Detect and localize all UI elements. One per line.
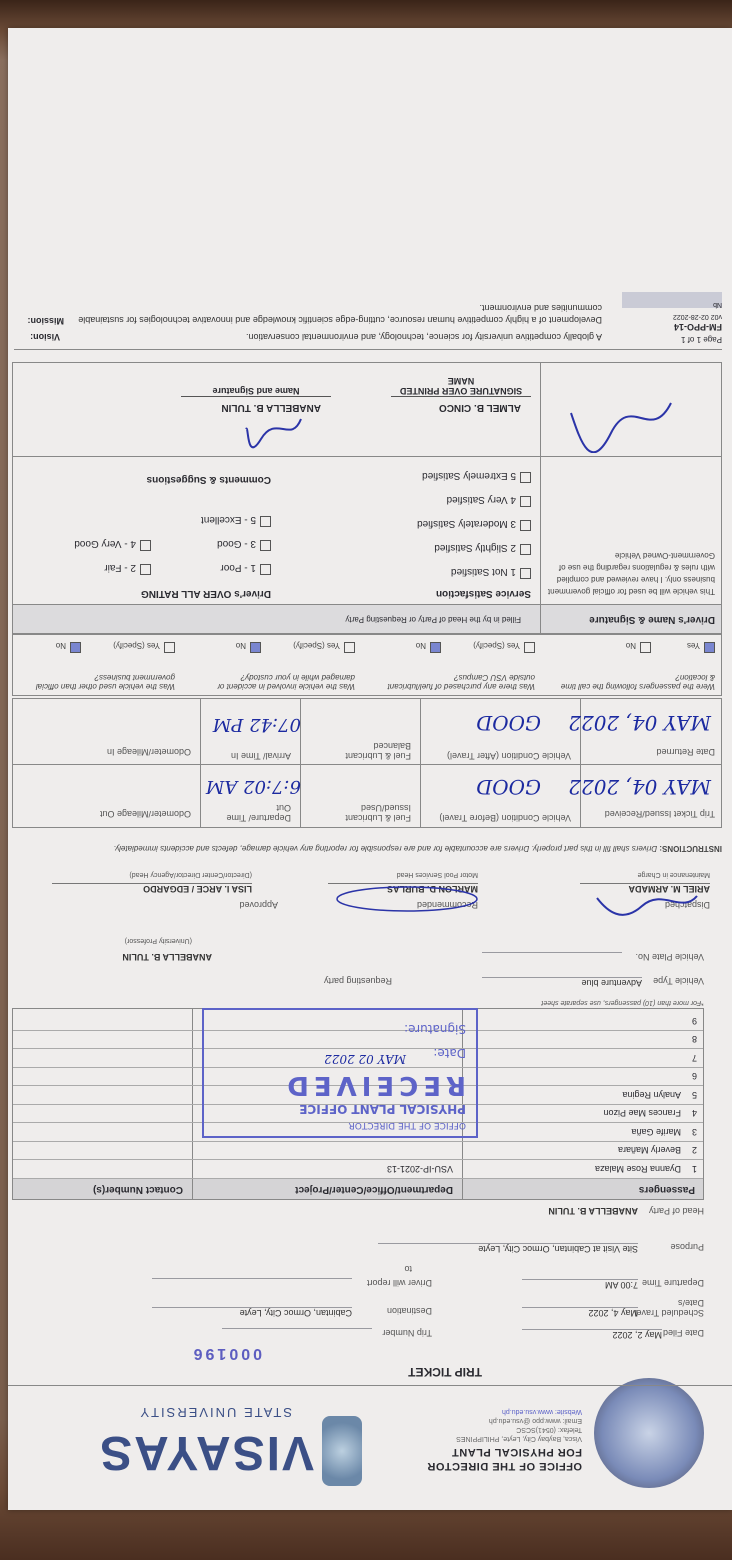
vsu-seal-logo [594,1378,704,1488]
log-row-divider [13,764,721,765]
passenger-no: 3 [691,1127,697,1137]
vehicle-plate-field [482,952,622,954]
destination-label: Destination [386,1306,432,1316]
rating-option-checkbox[interactable] [140,564,151,575]
rating-option-label: 4 - Very Good [74,538,136,549]
q3-no[interactable] [236,641,261,653]
q4-yes-checkbox[interactable] [164,642,175,653]
head-of-party-label: Head of Party [648,1206,704,1216]
certification-text: This vehicle will be used for official government business only. I have reviewed and complied with rules & regulations regarding the use of Government-Owned Vehicle [547,551,715,596]
office-line2: FOR PHYSICAL PLANT [451,1446,582,1458]
overall-rating-label: Driver's OVER ALL RATING [141,588,271,599]
rating-option-label: 3 - Good [217,538,256,549]
mission-label: Mission: [27,316,64,326]
purpose-label: Purpose [670,1242,704,1252]
service-option-checkbox[interactable] [520,472,531,483]
form-version: v02 02-28-2022 [672,313,722,320]
q1-yes-checkbox[interactable] [704,642,715,653]
office-website: Website: www.vsu.edu.ph [501,1408,582,1415]
driver-col-divider [540,363,541,633]
university-wordmark: VISAYAS [98,1426,314,1479]
q4-yes[interactable] [113,641,175,653]
q3-no-checkbox[interactable] [250,642,261,653]
service-option[interactable] [417,518,531,531]
service-option-label: 4 Very Satisfied [446,494,516,505]
question-4: Was the vehicle used other than official government business? [35,673,175,691]
destination-value: Cabintan, Ormoc City, Leyte [152,1307,352,1318]
passenger-name: Dyanna Rose Malaza [594,1164,681,1174]
rating-option[interactable] [74,538,151,551]
vehicle-type-value: Adventure blue [482,977,642,988]
instructions-text: Drivers shall fill in this part properly. Drivers are accountable for and are responsible for reporting any vehicle damage, defects and accidents immediately. [113,844,658,853]
serial-number: 000196 [190,1345,262,1362]
dispatcher-signature [592,886,702,916]
service-option[interactable] [422,470,531,483]
scheduled-travel-label: Scheduled Travel [634,1308,704,1318]
q2-no[interactable] [416,641,441,653]
service-option[interactable] [434,542,531,555]
office-line1: OFFICE OF THE DIRECTOR [426,1460,582,1472]
departure-time-label: Departure Time [641,1278,704,1288]
fuel-issued-label: Fuel & Lubricant Issued/Used [345,803,411,823]
rating-option[interactable] [220,562,271,575]
recommender-signature [332,882,482,916]
instructions [14,843,722,854]
arrival-in-label: Arrival/ Time In [230,751,291,761]
scheduled-travel-value: May 4, 2022 [522,1307,638,1318]
q1-yes-label: Yes [686,641,700,650]
office-address: Visca, Baybay City, Leyte, PHILIPPINES [456,1435,582,1442]
service-option-label: 1 Not Satisfied [450,566,516,577]
passengers-note: *For more than (10) passengers, use separate sheet [541,999,704,1006]
question-2: Was there any purchased of fuel/lubricant outside VSU Campus? [387,673,535,691]
nb-label: Nb [713,301,722,308]
condition-after-value: GOOD [476,711,541,735]
instructions-label: INSTRUCTIONS: [659,844,722,853]
service-option-label: 2 Slightly Satisfied [434,542,516,553]
drivers-name-label: Driver's Name & Signature [589,614,715,625]
received-stamp [202,1008,478,1138]
passenger-name: Marife Gaña [631,1127,681,1137]
driver-report-field [152,1278,352,1280]
departure-value: 6:7:02 AM [205,776,301,797]
document-rotated-view [8,28,732,1510]
printed-name-label: SIGNATURE OVER PRINTED NAME [391,376,531,397]
passenger-no: 8 [691,1034,697,1045]
office-email: Email: www.ppo @vsu.edu.ph [488,1417,582,1424]
travel-log-table [12,698,722,828]
stamp-line1: OFFICE OF THE DIRECTOR [348,1120,466,1130]
passenger-name: Frances Mae Pizon [603,1108,681,1119]
nb-box [622,292,722,308]
signer-2: ANABELLA B. TULIN [221,402,321,413]
passenger-no: 5 [691,1090,697,1100]
passenger-no: 9 [691,1016,697,1026]
passenger-no: 7 [691,1053,697,1063]
recommended-label: Recommended [416,900,478,910]
stamp-date-label: Date: [433,1046,466,1060]
date-filed-value: May 2, 2022 [522,1329,662,1340]
office-telefax: Telefax: (0541)SCSC [516,1426,582,1433]
service-satisfaction-label: Service Satisfaction [435,588,531,599]
passenger-no: 4 [691,1108,697,1119]
q4-no-label: No [55,641,66,650]
q3-yes-label: Yes (Specify) [293,641,340,650]
issued-date-value: MAY 04, 2022 [568,775,711,799]
vision-label: Vision: [30,332,60,342]
q1-no-checkbox[interactable] [640,642,651,653]
stamp-signature-label: Signature: [404,1022,466,1036]
requesting-party-name: ANABELLA B. TULIN [122,952,212,962]
q1-no[interactable] [626,641,651,653]
condition-after-label: Vehicle Condition (After Travel) [446,751,571,761]
returned-date-value: MAY 04, 2022 [568,711,711,735]
q3-yes-checkbox[interactable] [344,642,355,653]
mission-text: Development of a highly competitive human resource, cutting-edge scientific knowledge and innovative technologies for sustainable communities and environment. [78,303,602,325]
approver-name: LISA I. ARCE / EDGARDO [52,883,252,894]
rating-option-checkbox[interactable] [260,564,271,575]
requesting-party-title: (University Professor) [124,937,192,944]
service-option[interactable] [451,566,531,579]
university-subtitle: STATE UNIVERSITY [138,1405,292,1420]
passenger-dept: VSU-IP-2021-13 [386,1164,453,1174]
stamp-received: RECEIVED [282,1070,466,1100]
condition-before-label: Vehicle Condition (Before Travel) [439,813,571,823]
purpose-value: Site Visit at Cabintan, Ormoc City, Leyte [378,1243,638,1254]
trip-number-label: Trip Number [382,1328,432,1338]
vehicle-type-label: Vehicle Type [653,976,704,986]
service-option-checkbox[interactable] [520,544,531,555]
fuel-balanced-label: Fuel & Lubricant Balanced [345,741,411,761]
q1-no-label: No [625,641,636,650]
driver-section [12,362,722,634]
dispatcher-name: ARIEL M. ARMADA [580,883,710,894]
q1-yes[interactable] [687,641,715,653]
page-number: Page 1 of 1 [681,335,722,344]
q2-yes[interactable] [473,641,535,653]
passenger-no: 6 [691,1071,697,1082]
head-of-party-signature [241,409,311,449]
passenger-row [13,1160,703,1179]
header-divider [8,1385,732,1386]
passenger-no: 2 [691,1145,697,1156]
q2-no-label: No [415,641,426,650]
col-contact: Contact Number(s) [92,1184,183,1195]
passenger-row [13,1142,703,1161]
service-option-label: 5 Extremely Satisfied [422,470,516,481]
col-department: Department/Office/Center/Project [295,1184,453,1195]
to-label: to [404,1264,412,1274]
col-passengers: Passengers [638,1184,695,1195]
trip-number-field [222,1328,372,1330]
trip-ticket-title: TRIP TICKET [408,1365,482,1379]
stamp-line2: PHYSICAL PLANT OFFICE [299,1102,466,1116]
vision-text: A globally competitive university for science, technology, and environmental conservation. [245,332,602,342]
date-filed-label: Date Filed [662,1328,704,1338]
rating-option-checkbox[interactable] [260,516,271,527]
driver-report-label: Driver will report [366,1278,432,1288]
rating-option[interactable] [217,538,271,551]
question-3: Was the vehicle involved in accident or damaged while in your custody? [217,673,355,691]
rating-option-label: 2 - Fair [104,562,136,573]
dispatched-label: Dispatched [664,900,710,910]
arrival-value: 07:42 PM [212,714,301,735]
signature-row-divider [13,456,721,457]
rating-option-label: 1 - Poor [220,562,256,573]
approved-label: Approved [239,900,278,910]
passenger-name: Analyn Regina [622,1090,681,1100]
service-option-checkbox[interactable] [520,568,531,579]
service-option-label: 3 Moderately Satisfied [417,518,516,529]
issued-label: Trip Ticket Issued/Received [604,809,715,819]
date-label: Date/s [677,1298,704,1308]
returned-label: Date Returned [656,747,715,757]
q4-no-checkbox[interactable] [70,642,81,653]
log-col-4 [200,699,201,827]
comments-label: Comments & Suggestions [146,474,271,485]
q2-yes-checkbox[interactable] [524,642,535,653]
q2-no-checkbox[interactable] [430,642,441,653]
trip-ticket-paper [8,28,732,1510]
odometer-out-label: Odometer/Mileage Out [99,809,191,819]
approver-title: (Director/Center Director/Agency Head) [129,871,252,878]
vsu-logo-mark [322,1416,362,1486]
service-option-checkbox[interactable] [520,520,531,531]
questions-block [12,634,722,696]
passenger-name: Beverly Mañara [617,1145,681,1156]
departure-out-label: Departure/ Time Out [226,803,291,823]
head-of-party-value: ANABELLA B. TULIN [548,1206,638,1216]
q4-yes-label: Yes (Specify) [113,641,160,650]
question-1: Were the passengers following the call time & location? [560,673,715,691]
rating-option-checkbox[interactable] [140,540,151,551]
vehicle-plate-label: Vehicle Plate No. [635,952,704,962]
driver-signature [561,393,681,453]
recommender-name: MARLON D. BURLAS [328,883,478,894]
service-option[interactable] [447,494,531,507]
service-option-checkbox[interactable] [520,496,531,507]
rating-option-label: 5 - Excellent [200,514,256,525]
rating-option[interactable] [201,514,271,527]
condition-before-value: GOOD [476,775,541,799]
log-col-2 [420,699,421,827]
filled-note: Filled in by the Head of Party or Requesting Party [345,615,521,624]
signer-1: ALMEL B. CINCO [438,402,521,413]
form-code: FM-PPO-14 [673,322,722,332]
departure-time-value: 7:00 AM [522,1279,638,1290]
q3-no-label: No [235,641,246,650]
footer-divider [14,349,722,350]
rating-option[interactable] [104,562,151,575]
odometer-in-label: Odometer/Mileage In [106,747,191,757]
q4-no[interactable] [56,641,81,653]
stamp-date-value: MAY 02 2022 [324,1052,406,1066]
dispatcher-title: Maintenance in Charge [637,871,710,878]
requesting-party-label: Requesting party [323,976,392,986]
q2-yes-label: Yes (Specify) [473,641,520,650]
q3-yes[interactable] [293,641,355,653]
name-signature-label: Name and Signature [181,386,331,397]
rating-option-checkbox[interactable] [260,540,271,551]
passenger-no: 1 [691,1164,697,1174]
recommender-title: Motor Pool Services Head [396,871,478,878]
